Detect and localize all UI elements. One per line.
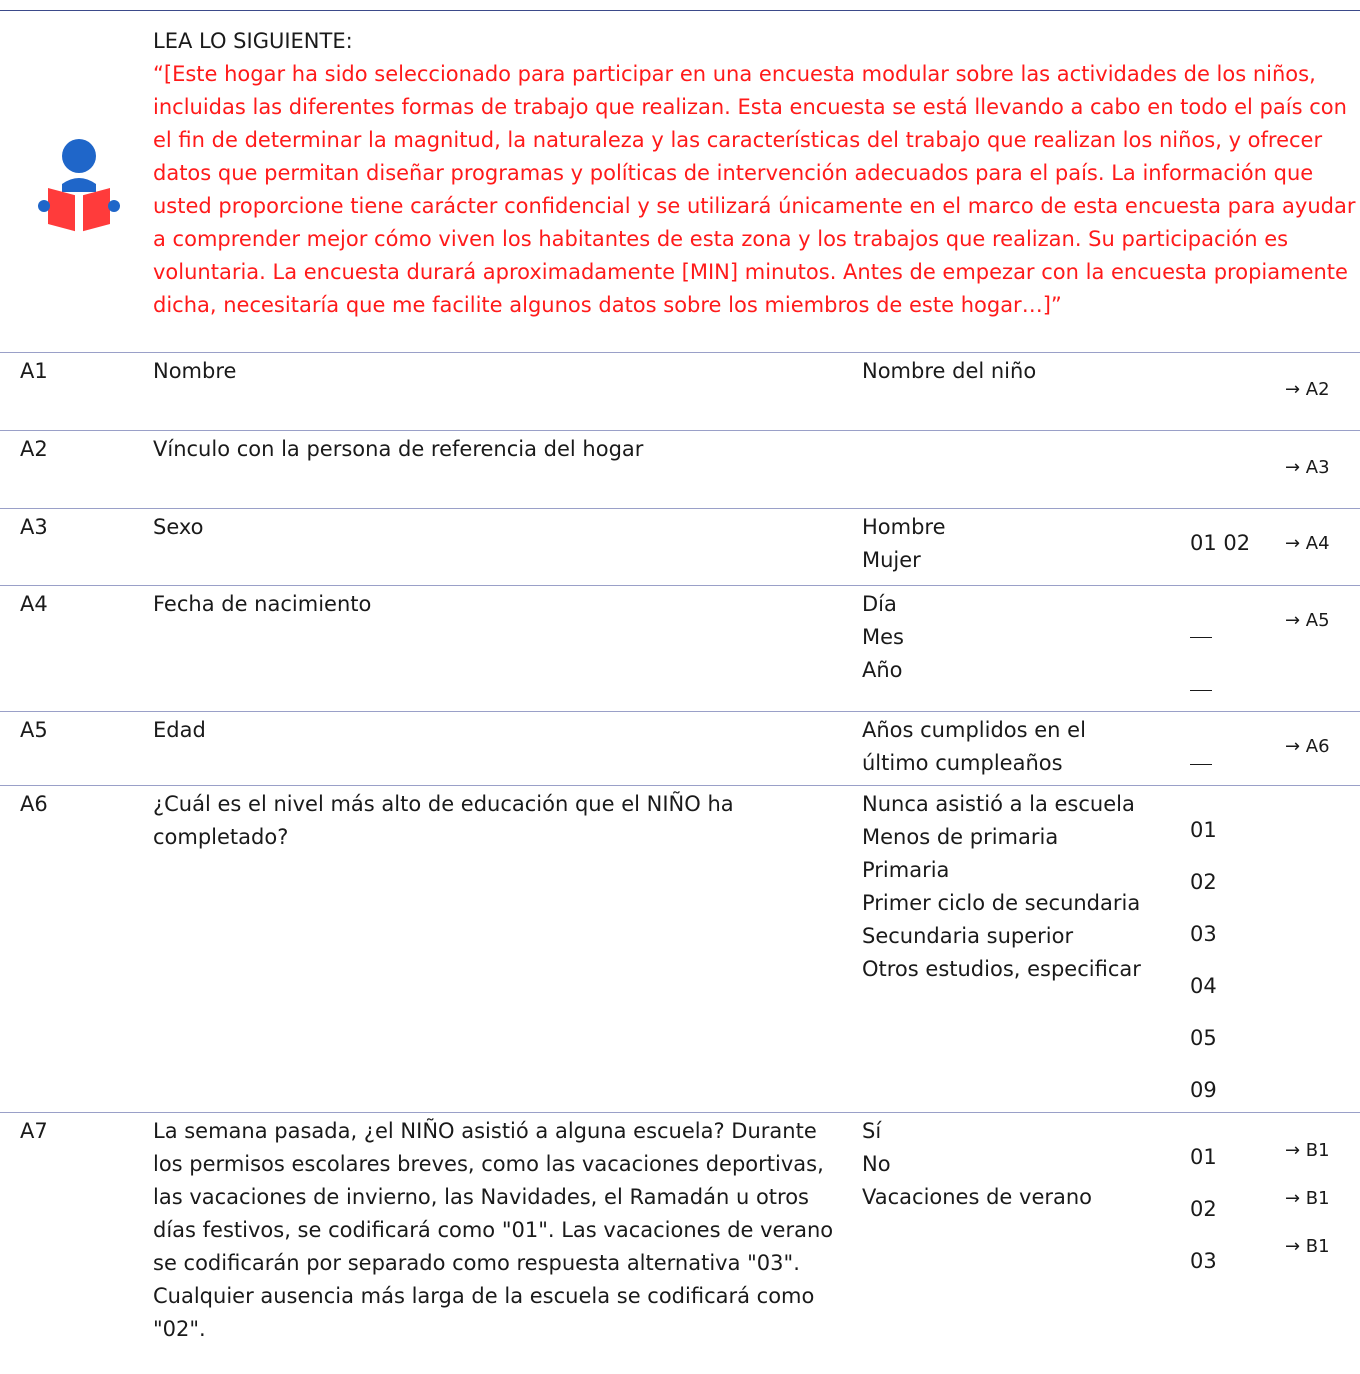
answer-codes: 01 02	[1190, 531, 1251, 555]
answer-option: Mes	[862, 625, 904, 649]
answer-option: Años cumplidos en el	[862, 718, 1086, 742]
question-text: Fecha de nacimiento	[153, 592, 372, 616]
question-row-a1	[0, 352, 1360, 430]
skip-instruction: → A6	[1285, 736, 1330, 757]
answer-options	[862, 788, 1172, 986]
skip-instruction: → A3	[1285, 457, 1330, 478]
answer-code: 01	[1190, 1145, 1217, 1169]
question-code: A2	[20, 437, 48, 461]
question-row-a2	[0, 430, 1360, 508]
question-code: A6	[20, 792, 48, 816]
blank-line	[1190, 764, 1212, 765]
blank-line	[1190, 690, 1212, 691]
answer-option: Mujer	[862, 548, 921, 572]
question-text: Sexo	[153, 515, 204, 539]
answer-options	[862, 1115, 1172, 1214]
answer-option: Primaria	[862, 858, 950, 882]
answer-code: 05	[1190, 1026, 1217, 1050]
answer-code: 02	[1190, 870, 1217, 894]
skip-instruction: → A4	[1285, 533, 1330, 554]
answer-option: Primer ciclo de secundaria	[862, 891, 1141, 915]
answer-option: Secundaria superior	[862, 924, 1074, 948]
question-code: A7	[20, 1119, 48, 1143]
question-code: A4	[20, 592, 48, 616]
question-row-a5	[0, 711, 1360, 785]
answer-option: Hombre	[862, 515, 946, 539]
question-text: ¿Cuál es el nivel más alto de educación que el NIÑO ha completado?	[153, 792, 734, 849]
question-row-a6	[0, 785, 1360, 1112]
blank-line	[1190, 637, 1212, 638]
question-text: Nombre	[153, 359, 237, 383]
skip-instruction: → A5	[1285, 610, 1330, 631]
answer-code: 04	[1190, 974, 1217, 998]
answer-code: 03	[1190, 922, 1217, 946]
answer-option: Nunca asistió a la escuela	[862, 792, 1135, 816]
answer-option: No	[862, 1152, 891, 1176]
answer-option: Día	[862, 592, 897, 616]
answer-option: Año	[862, 658, 903, 682]
answer-options	[862, 511, 1172, 577]
question-text: Vínculo con la persona de referencia del hogar	[153, 437, 644, 461]
question-row-a3	[0, 508, 1360, 585]
question-text: La semana pasada, ¿el NIÑO asistió a alguna escuela? Durante los permisos escolares breves, como las vacaciones deportivas, las vacaciones de invierno, las Navidades, el Ramadán u otros días festivos, se codificará como "01". Las vacaciones de verano se codificarán por separado como respuesta alternativa "03". Cualquier ausencia más larga de la escuela se codificará como "02".	[153, 1119, 834, 1341]
answer-options	[862, 588, 1172, 687]
answer-option: Vacaciones de verano	[862, 1185, 1093, 1209]
question-code: A1	[20, 359, 48, 383]
answer-code: 03	[1190, 1249, 1217, 1273]
question-code: A3	[20, 515, 48, 539]
questionnaire-table	[0, 10, 1360, 1374]
question-row-a7	[0, 1112, 1360, 1374]
answer-code: 01	[1190, 818, 1217, 842]
answer-codes	[1190, 804, 1260, 1116]
intro-quote: “[Este hogar ha sido seleccionado para participar en una encuesta modular sobre las actividades de los niños, incluidas las diferentes formas de trabajo que realizan. Esta encuesta se está llevando a cabo en todo el país con el fin de determinar la magnitud, la naturaleza y las características del trabajo que realizan los niños, y ofrecer datos que permitan diseñar programas y políticas de intervención adecuados para el país. La información que usted proporcione tiene carácter confidencial y se utilizará únicamente en el marco de esta encuesta para ayudar a comprender mejor cómo viven los habitantes de esta zona y los trabajos que realizan. Su participación es voluntaria. La encuesta durará aproximadamente [MIN] minutos. Antes de empezar con la encuesta propiamente dicha, necesitaría que me facilite algunos datos sobre los miembros de este hogar…]”	[153, 62, 1356, 317]
answer-option: Sí	[862, 1119, 882, 1143]
intro-heading: LEA LO SIGUIENTE:	[153, 29, 353, 53]
skip-instruction: → B1	[1285, 1140, 1330, 1161]
answer-option: Otros estudios, especificar	[862, 957, 1141, 981]
answer-code: 09	[1190, 1078, 1217, 1102]
answer-label: Nombre del niño	[862, 359, 1037, 383]
skip-instruction: → B1	[1285, 1188, 1330, 1209]
question-row-a4	[0, 585, 1360, 711]
answer-option: Menos de primaria	[862, 825, 1059, 849]
reading-person-icon	[34, 134, 124, 234]
answer-code: 02	[1190, 1197, 1217, 1221]
skip-instruction: → A2	[1285, 379, 1330, 400]
question-code: A5	[20, 718, 48, 742]
answer-codes	[1190, 1131, 1260, 1287]
question-text: Edad	[153, 718, 206, 742]
skip-instruction: → B1	[1285, 1236, 1330, 1257]
intro-row	[0, 10, 1360, 352]
answer-options	[862, 714, 1172, 780]
answer-option: último cumpleaños	[862, 751, 1063, 775]
skip-instructions	[1285, 1127, 1330, 1271]
